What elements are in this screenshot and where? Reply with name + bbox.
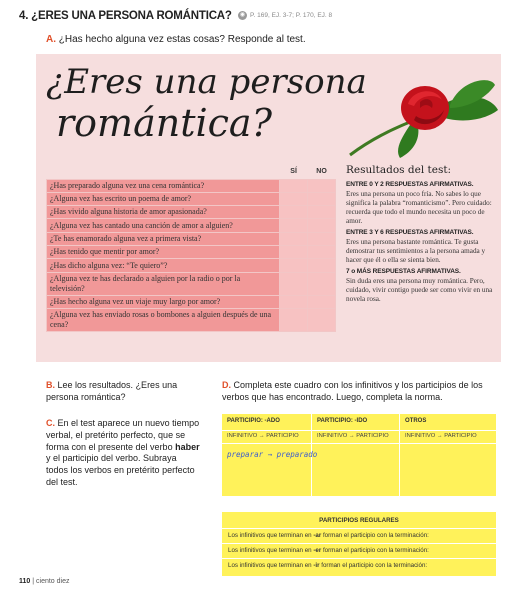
section-letter: A. (46, 34, 56, 45)
yes-checkbox[interactable] (280, 206, 308, 219)
section-letter: B. (46, 380, 55, 390)
quiz-question: ¿Has hecho alguna vez un viaje muy largo por amor? (47, 295, 280, 308)
no-checkbox[interactable] (308, 259, 336, 272)
section-c (46, 418, 201, 489)
result-text: Sin duda eres una persona muy romántica. Pero, cuidado, vivir contigo puede ser como vivir en una novela rosa. (346, 277, 493, 303)
regular-participles-box (222, 512, 496, 576)
no-checkbox[interactable] (308, 272, 336, 295)
quiz-question: ¿Alguna vez te has declarado a alguien por la radio o por la televisión? (47, 272, 280, 295)
yes-checkbox[interactable] (280, 308, 308, 331)
table-divider (222, 528, 496, 529)
yes-checkbox[interactable] (280, 192, 308, 205)
quiz-question: ¿Has preparado alguna vez una cena romántica? (47, 179, 280, 192)
quiz-row (47, 219, 336, 232)
quiz-title-line2: romántica? (56, 101, 272, 145)
section-c-text-end: y el participio del verbo. Subraya todos los verbos en pretérito perfecto del test. (46, 453, 195, 487)
section-a-text: ¿Has hecho alguna vez estas cosas? Responde al test. (58, 34, 306, 45)
rule-text: forman el participio con la terminación: (321, 532, 429, 539)
quiz-title (46, 62, 367, 144)
exercise-reference (238, 11, 332, 20)
column-subheader: INFINITIVO → PARTICIPIO (317, 433, 389, 439)
verb-column-ado[interactable] (222, 414, 318, 496)
quiz-row (47, 245, 336, 258)
section-a (46, 34, 306, 45)
rule-row-ir[interactable] (228, 562, 427, 569)
handwritten-example: preparar → preparado (227, 450, 318, 459)
rule-row-er[interactable] (228, 547, 429, 554)
no-checkbox[interactable] (308, 232, 336, 245)
quiz-question: ¿Has dicho alguna vez: “Te quiero”? (47, 259, 280, 272)
quiz-row (47, 272, 336, 295)
rule-ending: -ar (313, 532, 322, 539)
result-heading: ENTRE 3 Y 6 RESPUESTAS AFIRMATIVAS. (346, 229, 474, 236)
no-checkbox[interactable] (308, 295, 336, 308)
yes-checkbox[interactable] (280, 232, 308, 245)
yes-checkbox[interactable] (280, 272, 308, 295)
result-text: Eres una persona un poco fría. No sabes lo que significa la palabra “romanticismo”. Pero cuidado: recuerda que todo el mundo necesita un poco de amor. (346, 190, 492, 225)
quiz-row (47, 259, 336, 272)
quiz-row (47, 192, 336, 205)
no-checkbox[interactable] (308, 308, 336, 331)
section-b-text: Lee los resultados. ¿Eres una persona romántica? (46, 380, 178, 402)
rule-text: forman el participio con la terminación: (321, 547, 429, 554)
no-checkbox[interactable] (308, 192, 336, 205)
rose-illustration (340, 70, 500, 160)
table-divider (222, 558, 496, 559)
result-text: Eres una persona bastante romántica. Te gusta demostrar tus sentimientos a la persona amada y hacer que él o ella se sienta bien. (346, 238, 486, 264)
quiz-row (47, 179, 336, 192)
page-title: 4. ¿ERES UNA PERSONA ROMÁNTICA? (19, 10, 232, 22)
quiz-table (46, 164, 336, 332)
quiz-row (47, 295, 336, 308)
result-heading: 7 o MÁS RESPUESTAS AFIRMATIVAS. (346, 268, 461, 275)
page-number: 110 (19, 578, 31, 585)
rule-ending: -ir (313, 562, 320, 569)
verb-table (222, 414, 496, 496)
results-box (346, 164, 496, 304)
yes-checkbox[interactable] (280, 179, 308, 192)
section-c-text: En el test aparece un nuevo tiempo verbal, el pretérito perfecto, que se forma con el presente del verbo (46, 418, 200, 452)
rule-text: Los infinitivos que terminan en (228, 532, 314, 539)
section-c-bold: haber (175, 441, 200, 452)
section-letter: D. (222, 380, 231, 390)
verb-column-ido[interactable] (312, 414, 400, 496)
quiz-row (47, 232, 336, 245)
quiz-question: ¿Te has enamorado alguna vez a primera vista? (47, 232, 280, 245)
no-checkbox[interactable] (308, 179, 336, 192)
yes-checkbox[interactable] (280, 219, 308, 232)
result-heading: ENTRE 0 Y 2 RESPUESTAS AFIRMATIVAS. (346, 181, 474, 188)
column-subheader: INFINITIVO → PARTICIPIO (227, 433, 299, 439)
quiz-question: ¿Alguna vez has enviado rosas o bombones a alguien después de una cena? (47, 308, 280, 331)
reference-text: P. 169, EJ. 3-7; P. 170, EJ. 8 (250, 12, 333, 19)
quiz-question-header (47, 164, 280, 179)
section-letter: C. (46, 418, 55, 428)
regular-heading: PARTICIPIOS REGULARES (319, 517, 399, 524)
rule-text: Los infinitivos que terminan en (228, 562, 314, 569)
no-checkbox[interactable] (308, 206, 336, 219)
page-footer: 110 | ciento diez (19, 578, 70, 585)
results-title: Resultados del test: (346, 164, 452, 176)
column-header: PARTICIPIO: -IDO (317, 418, 368, 424)
rule-row-ar[interactable] (228, 532, 429, 539)
section-d (222, 380, 502, 403)
quiz-question: ¿Alguna vez has escrito un poema de amor? (47, 192, 280, 205)
yes-checkbox[interactable] (280, 259, 308, 272)
quiz-row (47, 308, 336, 331)
quiz-question: ¿Alguna vez has cantado una canción de amor a alguien? (47, 219, 280, 232)
rule-ending: -er (313, 547, 322, 554)
quiz-row (47, 206, 336, 219)
quiz-title-line1: ¿Eres una persona (46, 62, 367, 102)
section-d-text: Completa este cuadro con los infinitivos y los participios de los verbos que has encontrado. Luego, completa la norma. (222, 380, 483, 402)
verb-column-otros[interactable] (400, 414, 496, 496)
yes-checkbox[interactable] (280, 295, 308, 308)
reference-icon: ◉ (239, 12, 246, 18)
quiz-question: ¿Has vivido alguna historia de amor apasionada? (47, 206, 280, 219)
table-divider (222, 543, 496, 544)
quiz-question: ¿Has tenido que mentir por amor? (47, 245, 280, 258)
column-header: PARTICIPIO: -ADO (227, 418, 280, 424)
column-header: OTROS (405, 418, 427, 424)
rule-text: forman el participio con la terminación: (319, 562, 428, 569)
yes-checkbox[interactable] (280, 245, 308, 258)
no-checkbox[interactable] (308, 245, 336, 258)
quiz-yes-header: SÍ (290, 167, 297, 175)
column-subheader: INFINITIVO → PARTICIPIO (405, 433, 477, 439)
quiz-no-header: NO (316, 167, 327, 175)
page-word: ciento diez (36, 578, 70, 585)
rule-text: Los infinitivos que terminan en (228, 547, 314, 554)
section-b (46, 380, 196, 403)
no-checkbox[interactable] (308, 219, 336, 232)
